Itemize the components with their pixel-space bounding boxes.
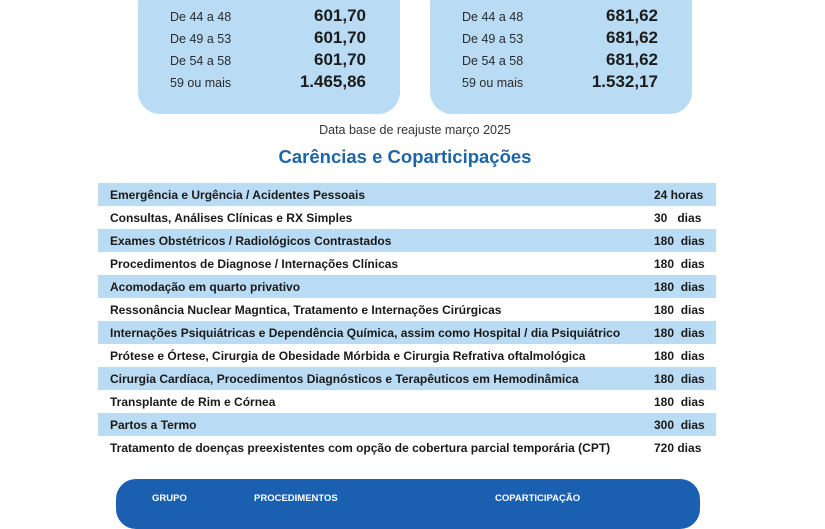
table-row <box>98 390 716 413</box>
table-row <box>98 229 716 252</box>
age-range: De 49 a 53 <box>170 32 232 46</box>
price-card-left <box>138 0 400 114</box>
carencia-description: Partos a Termo <box>110 418 197 432</box>
age-range: De 44 a 48 <box>462 10 524 24</box>
price-value: 681,62 <box>606 28 658 47</box>
table-row <box>98 252 716 275</box>
table-row <box>98 183 716 206</box>
price-row <box>138 72 400 94</box>
carencia-description: Procedimentos de Diagnose / Internações Clínicas <box>110 257 399 271</box>
carencias-table <box>98 183 716 459</box>
carencia-term: 180 dias <box>654 326 705 340</box>
carencia-term: 30 dias <box>654 211 702 225</box>
price-value: 601,70 <box>314 28 366 47</box>
carencia-description: Acomodação em quarto privativo <box>110 280 301 294</box>
carencia-description: Internações Psiquiátricas e Dependência Química, assim como Hospital / dia Psiquiátrico <box>110 326 621 340</box>
carencia-term: 300 dias <box>654 418 705 432</box>
base-date-note: Data base de reajuste março 2025 <box>319 123 511 137</box>
price-row <box>430 6 692 28</box>
carencia-term: 180 dias <box>654 349 705 363</box>
table-row <box>98 275 716 298</box>
carencia-term: 180 dias <box>654 234 705 248</box>
price-value: 1.465,86 <box>299 72 366 91</box>
age-range: 59 ou mais <box>462 76 524 90</box>
price-card-right <box>430 0 692 114</box>
price-value: 1.532,17 <box>591 72 658 91</box>
carencia-term: 180 dias <box>654 372 705 386</box>
price-value: 681,62 <box>606 50 658 69</box>
section-title: Carências e Coparticipações <box>278 146 532 167</box>
price-row <box>430 50 692 72</box>
carencia-description: Exames Obstétricos / Radiológicos Contrastados <box>110 234 392 248</box>
table-row <box>98 367 716 390</box>
table-row <box>98 413 716 436</box>
age-range: De 54 a 58 <box>170 54 232 68</box>
header-grupo: GRUPO <box>152 493 187 504</box>
price-row <box>430 72 692 94</box>
price-row <box>138 28 400 50</box>
table-row <box>98 206 716 229</box>
carencia-description: Ressonância Nuclear Magntica, Tratamento e Internações Cirúrgicas <box>110 303 502 317</box>
carencia-term: 180 dias <box>654 257 705 271</box>
table-row <box>98 321 716 344</box>
carencia-description: Tratamento de doenças preexistentes com opção de cobertura parcial temporária (CPT) <box>110 441 611 455</box>
carencia-description: Prótese e Órtese, Cirurgia de Obesidade Mórbida e Cirurgia Refrativa oftalmológica <box>110 349 586 363</box>
table-row <box>98 436 716 459</box>
price-row <box>138 50 400 72</box>
age-range: De 44 a 48 <box>170 10 232 24</box>
carencia-description: Consultas, Análises Clínicas e RX Simples <box>110 211 353 225</box>
carencia-description: Transplante de Rim e Córnea <box>110 395 276 409</box>
age-range: 59 ou mais <box>170 76 232 90</box>
carencia-term: 180 dias <box>654 280 705 294</box>
price-row <box>138 6 400 28</box>
header-coparticipacao: COPARTICIPAÇÃO <box>495 493 581 504</box>
price-value: 601,70 <box>314 50 366 69</box>
carencia-term: 720 dias <box>654 441 702 455</box>
price-row <box>430 28 692 50</box>
coparticipacao-header <box>116 479 700 529</box>
price-value: 681,62 <box>606 6 658 25</box>
header-procedimentos: PROCEDIMENTOS <box>254 493 338 504</box>
table-row <box>98 344 716 367</box>
carencia-term: 180 dias <box>654 395 705 409</box>
carencia-description: Emergência e Urgência / Acidentes Pessoais <box>110 188 366 202</box>
table-row <box>98 298 716 321</box>
age-range: De 49 a 53 <box>462 32 524 46</box>
carencia-term: 24 horas <box>654 188 704 202</box>
price-value: 601,70 <box>314 6 366 25</box>
age-range: De 54 a 58 <box>462 54 524 68</box>
carencia-description: Cirurgia Cardíaca, Procedimentos Diagnósticos e Terapêuticos em Hemodinâmica <box>110 372 579 386</box>
carencia-term: 180 dias <box>654 303 705 317</box>
